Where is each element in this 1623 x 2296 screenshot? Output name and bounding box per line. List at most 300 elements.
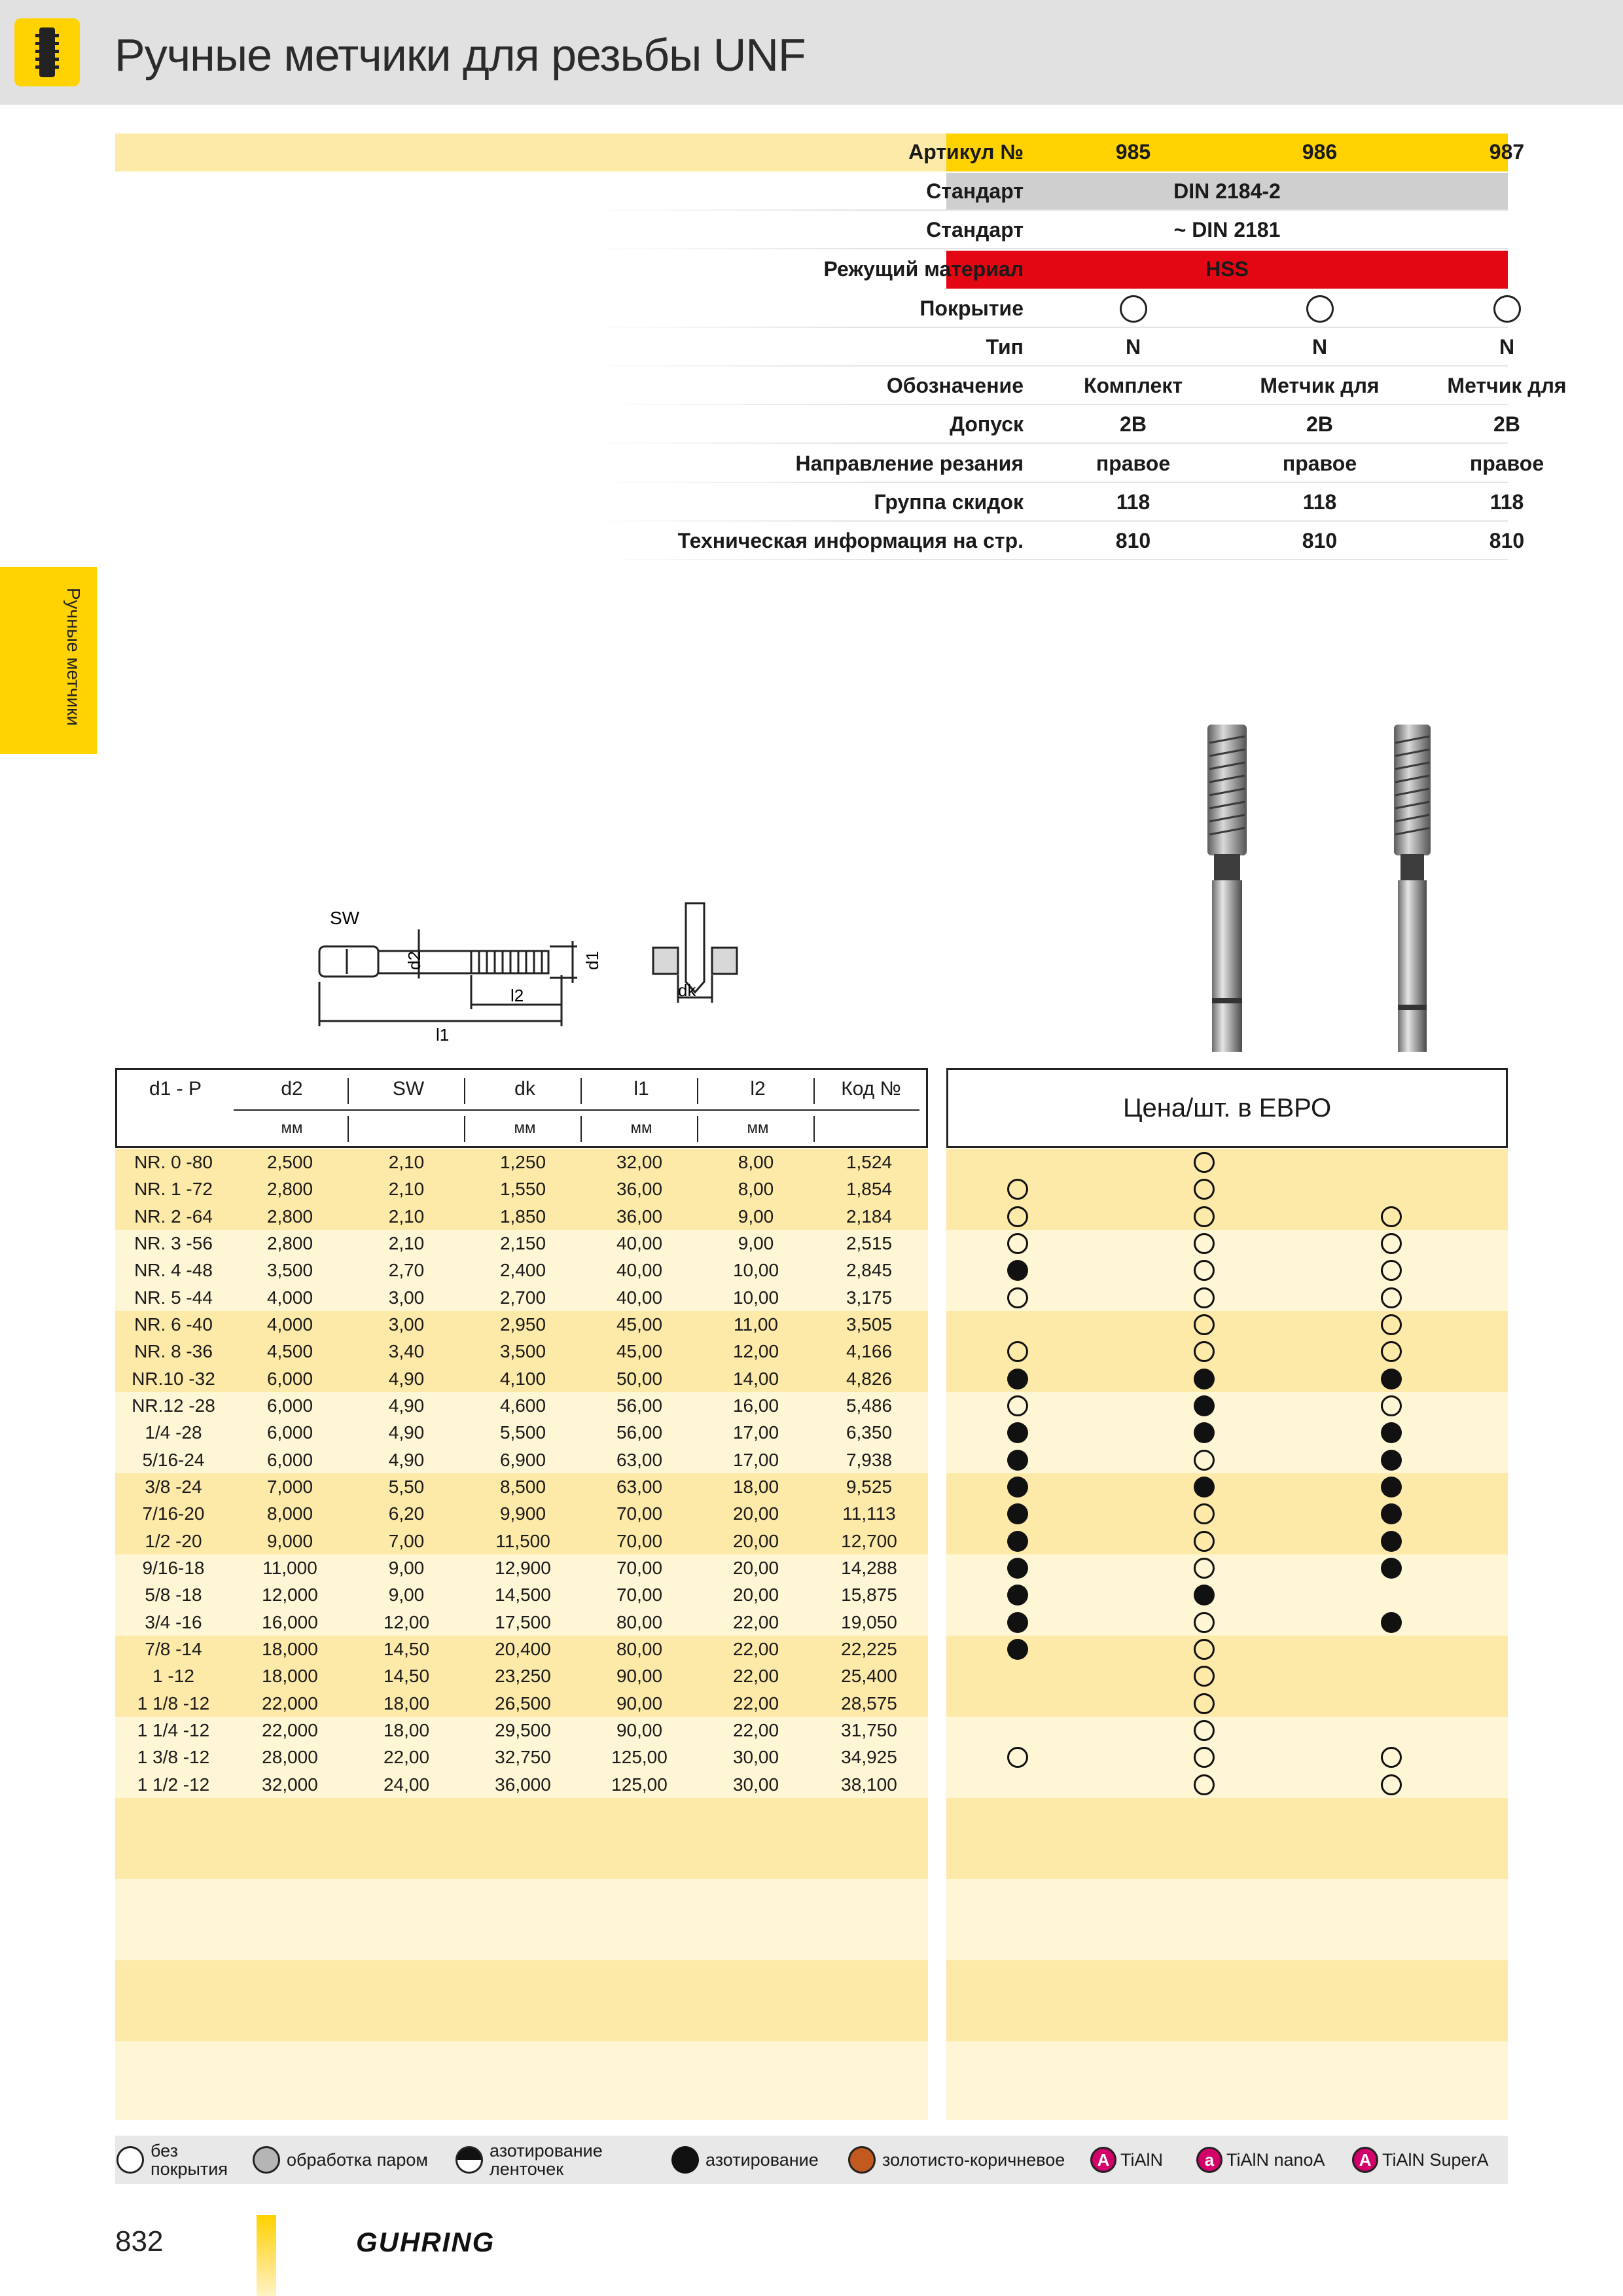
table-row[interactable] xyxy=(115,1392,1508,1419)
cell-code: 2,184 xyxy=(846,1206,893,1227)
cell-sw: 2,10 xyxy=(388,1206,425,1227)
uncoated-icon[interactable] xyxy=(1007,1341,1028,1362)
cell-d2: 6,000 xyxy=(266,1449,313,1470)
table-row[interactable] xyxy=(115,1149,1508,1175)
tialn-icon: A xyxy=(1090,2147,1116,2173)
uncoated-icon xyxy=(1306,295,1334,323)
cell-l1: 125,00 xyxy=(611,1747,668,1768)
tap-photo-986 xyxy=(1198,723,1257,1054)
cell-l2: 20,00 xyxy=(732,1503,779,1524)
uncoated-icon[interactable] xyxy=(1194,1341,1215,1362)
cell-l2: 8,00 xyxy=(738,1179,774,1200)
table-row[interactable] xyxy=(115,1419,1508,1446)
uncoated-icon[interactable] xyxy=(1007,1206,1028,1227)
cell-d2: 2,800 xyxy=(266,1232,313,1253)
nitrided-icon[interactable] xyxy=(1007,1503,1028,1524)
cell-d1p: 3/8 -24 xyxy=(145,1476,202,1497)
cell-l2: 20,00 xyxy=(732,1530,779,1551)
col-unit: мм xyxy=(514,1119,536,1137)
cell-sw: 14,50 xyxy=(383,1666,430,1687)
cell-l1: 56,00 xyxy=(616,1422,663,1443)
cell-d2: 4,000 xyxy=(266,1287,313,1308)
tialn-supera-icon: A xyxy=(1352,2147,1378,2173)
uncoated-icon xyxy=(1120,295,1147,323)
cell-code: 9,525 xyxy=(846,1476,893,1497)
cell-l1: 80,00 xyxy=(616,1638,663,1659)
cell-d2: 4,500 xyxy=(266,1341,313,1362)
col-unit: мм xyxy=(281,1119,303,1137)
cell-l2: 9,00 xyxy=(738,1206,774,1227)
nitrided-icon[interactable] xyxy=(1381,1612,1402,1633)
uncoated-icon[interactable] xyxy=(1381,1774,1402,1795)
cell-l1: 63,00 xyxy=(616,1449,663,1470)
cell-dk: 17,500 xyxy=(495,1611,551,1632)
cell-dk: 2,150 xyxy=(499,1232,546,1253)
uncoated-icon[interactable] xyxy=(1007,1747,1028,1768)
uncoated-icon[interactable] xyxy=(1194,1747,1215,1768)
cell-d1p: 1/2 -20 xyxy=(145,1530,202,1551)
cell-d2: 2,800 xyxy=(266,1179,313,1200)
spec-value: 118 xyxy=(1116,490,1150,514)
table-row[interactable] xyxy=(115,1284,1508,1311)
label-sw: SW xyxy=(330,908,360,928)
nitrided-icon[interactable] xyxy=(1007,1450,1028,1471)
cell-sw: 4,90 xyxy=(388,1449,425,1470)
table-band xyxy=(115,1879,928,1960)
article-985[interactable]: 985 xyxy=(1115,140,1151,164)
table-row[interactable] xyxy=(115,1717,1508,1744)
nitrided-icon[interactable] xyxy=(1007,1260,1028,1281)
legend-label: азотирование ленточек xyxy=(490,2141,603,2179)
uncoated-icon xyxy=(116,2146,144,2174)
uncoated-icon[interactable] xyxy=(1194,1531,1215,1552)
cell-d2: 6,000 xyxy=(266,1395,313,1416)
nitrided-icon[interactable] xyxy=(1007,1531,1028,1552)
spec-value: 2B xyxy=(1306,412,1333,436)
cell-d2: 28,000 xyxy=(262,1747,318,1768)
spec-row-direction xyxy=(115,445,1544,484)
spec-label: Направление резания xyxy=(795,452,1024,475)
cell-sw: 14,50 xyxy=(383,1638,430,1659)
spec-value: N xyxy=(1125,335,1141,359)
label-d1: d1 xyxy=(582,951,602,970)
uncoated-icon[interactable] xyxy=(1007,1287,1028,1308)
cell-code: 25,400 xyxy=(841,1666,897,1687)
cell-sw: 2,70 xyxy=(388,1260,425,1281)
cell-sw: 2,10 xyxy=(388,1232,425,1253)
uncoated-icon[interactable] xyxy=(1194,1720,1215,1741)
spec-value: N xyxy=(1311,335,1328,359)
table-row[interactable] xyxy=(115,1338,1508,1365)
cell-dk: 12,900 xyxy=(495,1557,551,1578)
material-value: HSS xyxy=(1205,257,1249,281)
uncoated-icon[interactable] xyxy=(1194,1206,1215,1227)
table-row[interactable] xyxy=(115,1473,1508,1500)
uncoated-icon[interactable] xyxy=(1194,1639,1215,1660)
table-band xyxy=(946,2041,1508,2120)
spec-row-tolerance xyxy=(115,406,1520,445)
cell-l1: 63,00 xyxy=(616,1476,663,1497)
legend-label: обработка паром xyxy=(287,2150,428,2170)
table-band xyxy=(115,2041,928,2120)
spec-row-discount xyxy=(115,484,1524,523)
cell-sw: 12,00 xyxy=(383,1611,430,1632)
cell-l2: 8,00 xyxy=(738,1152,774,1172)
cell-code: 1,524 xyxy=(846,1152,893,1172)
cell-dk: 9,900 xyxy=(499,1503,546,1524)
spec-value: 118 xyxy=(1489,490,1524,514)
table-row[interactable] xyxy=(115,1690,1508,1717)
article-987[interactable]: 987 xyxy=(1489,140,1525,164)
cell-code: 31,750 xyxy=(841,1719,897,1740)
uncoated-icon[interactable] xyxy=(1194,1152,1215,1173)
cell-d1p: 7/16-20 xyxy=(142,1503,205,1524)
spec-value: Комплект xyxy=(1083,374,1183,397)
cell-code: 4,826 xyxy=(846,1368,893,1389)
cell-l2: 30,00 xyxy=(732,1774,779,1795)
nitrided-icon[interactable] xyxy=(1007,1422,1028,1443)
standard-value: DIN 2184-2 xyxy=(1173,179,1281,203)
nitrided-icon[interactable] xyxy=(1194,1369,1215,1390)
cell-l2: 14,00 xyxy=(732,1368,779,1389)
col-header: Код № xyxy=(841,1078,901,1100)
table-row[interactable] xyxy=(115,1230,1508,1257)
page-number: 832 xyxy=(115,2225,164,2257)
uncoated-icon[interactable] xyxy=(1194,1450,1215,1471)
uncoated-icon[interactable] xyxy=(1381,1233,1402,1254)
spec-row-material xyxy=(115,251,1508,290)
cell-code: 38,100 xyxy=(841,1774,897,1795)
cell-sw: 9,00 xyxy=(388,1557,425,1578)
cell-l1: 40,00 xyxy=(616,1260,663,1281)
spec-label: Покрытие xyxy=(919,296,1024,320)
cell-sw: 7,00 xyxy=(388,1530,425,1551)
cell-l2: 17,00 xyxy=(732,1449,779,1470)
section-tab[interactable] xyxy=(0,567,97,754)
cell-d2: 22,000 xyxy=(262,1693,318,1713)
table-row[interactable] xyxy=(115,1771,1508,1798)
cell-code: 3,175 xyxy=(846,1287,893,1308)
table-row[interactable] xyxy=(115,1311,1508,1338)
table-row[interactable] xyxy=(115,1581,1508,1608)
spec-value: 118 xyxy=(1302,490,1337,514)
standard-value: ~ DIN 2181 xyxy=(1173,218,1281,242)
uncoated-icon[interactable] xyxy=(1007,1233,1028,1254)
cell-sw: 4,90 xyxy=(388,1395,425,1416)
label-l1: l1 xyxy=(436,1025,450,1045)
table-row[interactable] xyxy=(115,1446,1508,1473)
uncoated-icon[interactable] xyxy=(1381,1395,1402,1416)
cell-dk: 23,250 xyxy=(495,1666,551,1687)
cell-dk: 14,500 xyxy=(495,1585,551,1605)
cell-d2: 18,000 xyxy=(262,1638,318,1659)
uncoated-icon[interactable] xyxy=(1007,1179,1028,1200)
spec-value: 2B xyxy=(1120,412,1147,436)
nitrided-icon[interactable] xyxy=(1007,1558,1028,1579)
cell-d1p: 1 1/2 -12 xyxy=(137,1774,210,1795)
table-row[interactable] xyxy=(115,1554,1508,1581)
cell-code: 28,575 xyxy=(841,1693,897,1713)
cell-dk: 36,000 xyxy=(495,1774,551,1795)
spec-label: Стандарт xyxy=(926,218,1024,242)
spec-label: Допуск xyxy=(950,412,1024,436)
uncoated-icon[interactable] xyxy=(1194,1774,1215,1795)
cell-code: 3,505 xyxy=(846,1314,893,1335)
steam-treated-icon xyxy=(253,2146,280,2174)
coating-legend xyxy=(115,2136,1508,2184)
table-row[interactable] xyxy=(115,1744,1508,1770)
cell-l2: 22,00 xyxy=(732,1611,779,1632)
nitrided-icon[interactable] xyxy=(1381,1477,1402,1498)
uncoated-icon[interactable] xyxy=(1194,1558,1215,1579)
cell-d2: 22,000 xyxy=(262,1719,318,1740)
uncoated-icon[interactable] xyxy=(1194,1612,1215,1633)
nitrided-icon xyxy=(671,2146,699,2174)
spec-row-designation xyxy=(115,367,1567,406)
col-header: dk xyxy=(514,1078,535,1100)
cell-d1p: NR. 2 -64 xyxy=(134,1206,213,1227)
cell-code: 7,938 xyxy=(846,1449,893,1470)
cell-code: 34,925 xyxy=(841,1747,897,1768)
col-unit: мм xyxy=(747,1119,769,1137)
cell-l2: 17,00 xyxy=(732,1422,779,1443)
cell-dk: 1,550 xyxy=(499,1179,546,1200)
article-986[interactable]: 986 xyxy=(1302,140,1338,164)
cell-l1: 45,00 xyxy=(616,1341,663,1362)
table-row[interactable] xyxy=(115,1662,1508,1689)
tap-drawing xyxy=(308,884,753,1054)
cell-dk: 11,500 xyxy=(495,1530,550,1551)
uncoated-icon[interactable] xyxy=(1381,1341,1402,1362)
cell-dk: 26,500 xyxy=(495,1693,551,1713)
cell-l2: 18,00 xyxy=(732,1476,779,1497)
cell-d1p: NR. 1 -72 xyxy=(134,1179,213,1200)
table-row[interactable] xyxy=(115,1203,1508,1230)
techinfo-link[interactable]: 810 xyxy=(1115,529,1151,552)
cell-dk: 5,500 xyxy=(499,1422,546,1443)
nitrided-icon[interactable] xyxy=(1007,1639,1028,1660)
cell-dk: 4,100 xyxy=(499,1368,546,1389)
cell-sw: 4,90 xyxy=(388,1422,425,1443)
uncoated-icon[interactable] xyxy=(1194,1693,1215,1714)
cell-code: 5,486 xyxy=(846,1395,893,1416)
cell-d2: 7,000 xyxy=(266,1476,313,1497)
cell-dk: 2,700 xyxy=(499,1287,546,1308)
table-row[interactable] xyxy=(115,1257,1508,1283)
cell-code: 14,288 xyxy=(841,1557,897,1578)
dimensions-table-header xyxy=(115,1068,928,1148)
table-row[interactable] xyxy=(115,1636,1508,1662)
legend-label: TiAlN SuperA xyxy=(1382,2150,1489,2170)
cell-dk: 1,250 xyxy=(499,1152,546,1172)
spec-row-type xyxy=(115,329,1515,368)
nitrided-icon[interactable] xyxy=(1381,1503,1402,1524)
cell-dk: 6,900 xyxy=(499,1449,546,1470)
cell-d2: 4,000 xyxy=(266,1314,313,1335)
cell-code: 12,700 xyxy=(841,1530,897,1551)
tialn-nano-icon: a xyxy=(1196,2147,1222,2173)
uncoated-icon[interactable] xyxy=(1194,1314,1215,1335)
cell-dk: 20,400 xyxy=(495,1638,551,1659)
col-header: l2 xyxy=(750,1078,766,1100)
page-title: Ручные метчики для резьбы UNF xyxy=(115,29,806,81)
uncoated-icon[interactable] xyxy=(1194,1503,1215,1524)
tap-photo-987 xyxy=(1386,723,1438,1054)
spec-value: N xyxy=(1499,335,1515,359)
cell-l2: 9,00 xyxy=(738,1232,774,1253)
uncoated-icon[interactable] xyxy=(1194,1260,1215,1281)
cell-l1: 90,00 xyxy=(616,1666,663,1687)
table-row[interactable] xyxy=(115,1175,1508,1202)
cell-dk: 4,600 xyxy=(499,1395,546,1416)
spec-value: 2B xyxy=(1493,412,1520,436)
cell-d1p: 3/4 -16 xyxy=(145,1611,202,1632)
cell-l2: 22,00 xyxy=(732,1666,779,1687)
footer-accent xyxy=(257,2215,276,2296)
cell-d1p: 1 3/8 -12 xyxy=(137,1747,210,1768)
spec-label: Обозначение xyxy=(886,374,1024,397)
nitrided-icon[interactable] xyxy=(1007,1477,1028,1498)
cell-sw: 3,40 xyxy=(388,1341,425,1362)
legend-label: азотирование xyxy=(705,2150,819,2170)
spec-label: Группа скидок xyxy=(874,490,1024,514)
cell-code: 15,875 xyxy=(841,1585,897,1605)
cell-l2: 10,00 xyxy=(732,1287,779,1308)
legend-label: без покрытия xyxy=(151,2141,228,2179)
cell-l1: 32,00 xyxy=(616,1152,663,1172)
cell-l1: 90,00 xyxy=(616,1719,663,1740)
cell-sw: 18,00 xyxy=(383,1693,430,1713)
cell-code: 2,845 xyxy=(846,1260,893,1281)
nitrided-icon[interactable] xyxy=(1381,1422,1402,1443)
cell-l1: 50,00 xyxy=(616,1368,663,1389)
cell-d2: 32,000 xyxy=(262,1774,318,1795)
uncoated-icon[interactable] xyxy=(1194,1287,1215,1308)
nitrided-icon[interactable] xyxy=(1194,1395,1215,1416)
techinfo-link[interactable]: 810 xyxy=(1302,529,1338,552)
uncoated-icon[interactable] xyxy=(1194,1233,1215,1254)
cell-d2: 2,500 xyxy=(266,1152,313,1172)
cell-l1: 70,00 xyxy=(616,1503,663,1524)
cell-sw: 5,50 xyxy=(388,1476,425,1497)
cell-l1: 70,00 xyxy=(616,1557,663,1578)
cell-d1p: NR. 6 -40 xyxy=(134,1314,213,1335)
uncoated-icon[interactable] xyxy=(1381,1747,1402,1768)
label-dk: dk xyxy=(678,980,696,1000)
cell-code: 4,166 xyxy=(846,1341,893,1362)
cell-d1p: 1/4 -28 xyxy=(145,1422,202,1443)
cell-d1p: NR. 5 -44 xyxy=(134,1287,213,1308)
cell-l1: 40,00 xyxy=(616,1232,663,1253)
nitrided-land-icon xyxy=(455,2146,483,2174)
cell-d1p: 5/16-24 xyxy=(142,1449,205,1470)
spec-value: Метчик для xyxy=(1260,374,1380,397)
nitrided-icon[interactable] xyxy=(1381,1558,1402,1579)
cell-d2: 12,000 xyxy=(262,1585,318,1605)
label-l2: l2 xyxy=(510,986,524,1005)
nitrided-icon[interactable] xyxy=(1194,1477,1215,1498)
table-row[interactable] xyxy=(115,1365,1508,1392)
nitrided-icon[interactable] xyxy=(1381,1369,1402,1390)
table-row[interactable] xyxy=(115,1528,1508,1554)
cell-d1p: NR.12 -28 xyxy=(132,1395,215,1416)
cell-d1p: 7/8 -14 xyxy=(145,1638,202,1659)
spec-label: Тип xyxy=(986,335,1024,359)
tap-icon xyxy=(14,18,80,86)
col-header: l1 xyxy=(633,1078,649,1100)
cell-code: 2,515 xyxy=(846,1232,893,1253)
cell-dk: 1,850 xyxy=(499,1206,546,1227)
spec-row-coating xyxy=(115,290,1508,329)
uncoated-icon[interactable] xyxy=(1007,1395,1028,1416)
nitrided-icon[interactable] xyxy=(1194,1585,1215,1605)
cell-code: 6,350 xyxy=(846,1422,893,1443)
cell-d2: 6,000 xyxy=(266,1422,313,1443)
cell-d2: 11,000 xyxy=(262,1557,317,1578)
uncoated-icon[interactable] xyxy=(1381,1260,1402,1281)
uncoated-icon[interactable] xyxy=(1381,1287,1402,1308)
cell-sw: 24,00 xyxy=(383,1774,430,1795)
col-header: SW xyxy=(392,1078,425,1100)
uncoated-icon[interactable] xyxy=(1381,1314,1402,1335)
uncoated-icon[interactable] xyxy=(1194,1666,1215,1687)
cell-sw: 2,10 xyxy=(388,1152,425,1172)
techinfo-link[interactable]: 810 xyxy=(1489,529,1525,552)
spec-row-standard-2 xyxy=(115,211,1508,251)
cell-dk: 2,400 xyxy=(499,1260,546,1281)
cell-l1: 36,00 xyxy=(616,1206,663,1227)
cell-l1: 125,00 xyxy=(611,1774,668,1795)
cell-l2: 16,00 xyxy=(732,1395,779,1416)
cell-dk: 8,500 xyxy=(499,1476,546,1497)
uncoated-icon[interactable] xyxy=(1381,1206,1402,1227)
cell-d2: 16,000 xyxy=(262,1611,318,1632)
table-band xyxy=(946,1960,1508,2041)
legend-label: золотисто-коричневое xyxy=(882,2150,1065,2170)
cell-l1: 80,00 xyxy=(616,1611,663,1632)
cell-sw: 22,00 xyxy=(383,1747,430,1768)
cell-d1p: 1 1/4 -12 xyxy=(137,1719,210,1740)
uncoated-icon[interactable] xyxy=(1194,1179,1215,1200)
cell-l2: 22,00 xyxy=(732,1693,779,1713)
cell-code: 1,854 xyxy=(846,1179,893,1200)
uncoated-icon xyxy=(1493,295,1521,323)
nitrided-icon[interactable] xyxy=(1007,1612,1028,1633)
nitrided-icon[interactable] xyxy=(1381,1450,1402,1471)
cell-sw: 3,00 xyxy=(388,1314,425,1335)
col-header: d1 - P xyxy=(149,1078,202,1100)
cell-l1: 90,00 xyxy=(616,1693,663,1713)
cell-d2: 2,800 xyxy=(266,1206,313,1227)
cell-d2: 3,500 xyxy=(266,1260,313,1281)
cell-l1: 40,00 xyxy=(616,1287,663,1308)
cell-l2: 22,00 xyxy=(732,1719,779,1740)
cell-l2: 11,00 xyxy=(734,1314,778,1335)
nitrided-icon[interactable] xyxy=(1007,1585,1028,1605)
legend-label: TiAlN nanoA xyxy=(1226,2150,1325,2170)
nitrided-icon[interactable] xyxy=(1381,1531,1402,1552)
table-row[interactable] xyxy=(115,1609,1508,1636)
cell-l2: 20,00 xyxy=(732,1557,779,1578)
cell-sw: 2,10 xyxy=(388,1179,425,1200)
cell-l2: 10,00 xyxy=(732,1260,779,1281)
cell-l1: 70,00 xyxy=(616,1530,663,1551)
nitrided-icon[interactable] xyxy=(1007,1369,1028,1390)
cell-d1p: NR. 0 -80 xyxy=(134,1152,213,1172)
table-row[interactable] xyxy=(115,1500,1508,1527)
nitrided-icon[interactable] xyxy=(1194,1422,1215,1443)
page-header xyxy=(0,0,1623,105)
